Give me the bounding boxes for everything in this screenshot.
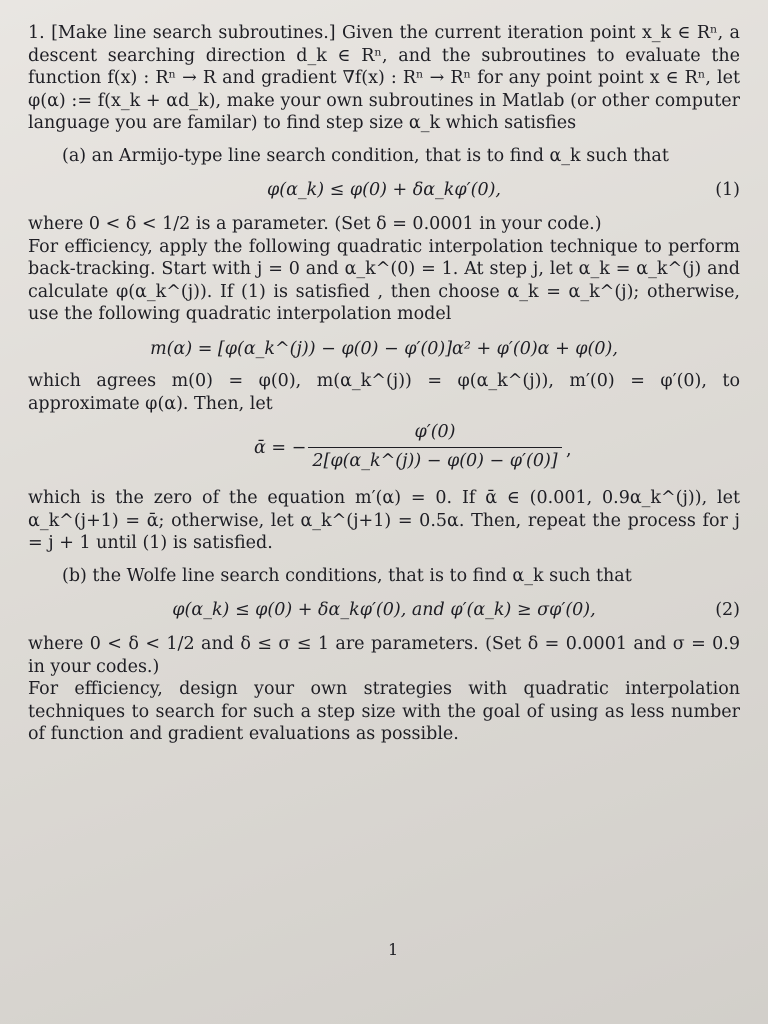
part-a-parameter-text: where 0 < δ < 1/2 is a parameter. (Set δ = 0.0001 in your code.) [28,214,602,234]
problem-intro: 1. [Make line search subroutines.] Given the current iteration point x_k ∈ Rⁿ, a descent searching direction d_k ∈ Rⁿ, and the subroutines to evaluate the function f(x) : Rⁿ → R and gradient ∇f(x) : Rⁿ → Rⁿ for any point point x ∈ Rⁿ, let φ(α) := f(x_k + αd_k), make your own subroutines in Matlab (or other computer language you are familar) to find step size α_k which satisfies [28,23,740,133]
part-a [28,145,740,555]
page-number: 1 [388,940,399,959]
alpha-bar-lhs: ᾱ = − [254,438,307,458]
equation-1-number: (1) [715,180,740,200]
equation-1-row [28,175,740,209]
part-b-strategy-text: For efficiency, design your own strategies with quadratic interpolation techniques to search for such a step size with the goal of using as less number of function and gradient evaluations as possible. [28,679,740,744]
equation-2: φ(α_k) ≤ φ(0) + δα_kφ′(0), and φ′(α_k) ≥ σφ′(0), [172,600,596,620]
fraction-numerator: φ′(0) [308,421,562,448]
fraction-comma: , [566,440,572,460]
fraction-denominator: 2[φ(α_k^(j)) − φ(0) − φ′(0)] [312,450,558,471]
part-a-agreement-text: which agrees m(0) = φ(0), m(α_k^(j)) = φ(α_k^(j)), m′(0) = φ′(0), to approximate φ(α). Then, let [28,371,740,414]
alpha-bar-fraction [308,421,562,472]
alpha-bar-equation [28,421,740,477]
part-a-update-text: which is the zero of the equation m′(α) = 0. If ᾱ ∈ (0.001, 0.9α_k^(j)), let α_k^(j+1) = ᾱ; otherwise, let α_k^(j+1) = 0.5α. Then, repeat the process for j = j + 1 until (1) is satisfied. [28,488,740,553]
part-b-title: (b) the Wolfe line search conditions, that is to find α_k such that [62,565,632,586]
equation-2-row [28,595,740,629]
problem-1 [28,22,740,746]
part-a-title: (a) an Armijo-type line search condition, that is to find α_k such that [62,145,669,166]
quadratic-model-equation: m(α) = [φ(α_k^(j)) − φ(0) − φ′(0)]α² + φ′(0)α + φ(0), [150,338,618,359]
part-b [28,565,740,746]
part-a-backtracking-text: For efficiency, apply the following quadratic interpolation technique to perform back-tracking. Start with j = 0 and α_k^(0) = 1. At step j, let α_k = α_k^(j) and calculate φ(α_k^(j)). If (1) is satisfied , then choose α_k = α_k^(j); otherwise, use the following quadratic interpolation model [28,236,740,324]
equation-1: φ(α_k) ≤ φ(0) + δα_kφ′(0), [267,180,501,200]
equation-2-number: (2) [715,600,740,620]
part-b-parameter-text: where 0 < δ < 1/2 and δ ≤ σ ≤ 1 are parameters. (Set δ = 0.0001 and σ = 0.9 in your codes.) [28,634,740,677]
